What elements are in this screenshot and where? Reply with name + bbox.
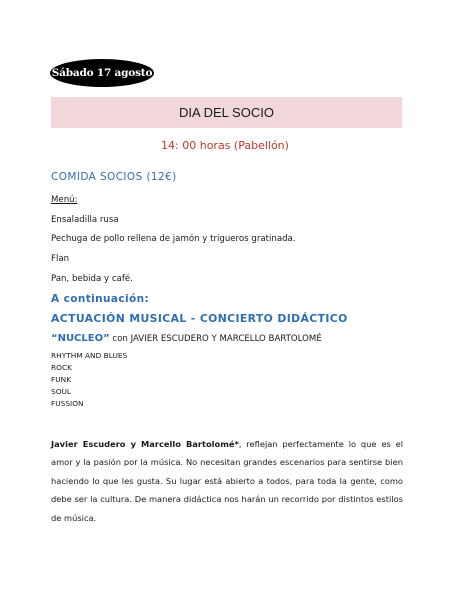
menu-label: Menú: [51,195,78,205]
genre-item: FUSSION [51,399,84,408]
event-time: 14: 00 horas (Pabellón) [161,139,289,152]
band-members: con JAVIER ESCUDERO Y MARCELLO BARTOLOMÉ [112,334,322,344]
nucleo-line [51,333,322,344]
section-header [51,97,402,128]
genre-item: ROCK [51,363,72,372]
genre-item: FUNK [51,375,72,384]
continuacion-heading: A continuación: [51,293,150,305]
menu-item: Pechuga de pollo rellena de jamón y trigueros gratinada. [51,234,296,244]
menu-item: Ensaladilla rusa [51,215,119,225]
actuacion-heading: ACTUACIÓN MUSICAL - CONCIERTO DIDÁCTICO [51,312,348,325]
band-name: “NUCLEO” [51,333,110,344]
description-paragraph [51,435,403,527]
comida-heading: COMIDA SOCIOS (12€) [51,171,177,183]
paragraph-text: , reflejan perfectamente lo que es el amor y la pasión por la música. No necesitan grandes escenarios para sentirse bien haciendo lo que les gusta. Su lugar está abierto a todos, para toda la gente, como debe ser la cultura. De manera didáctica nos harán un recorrido por distintos estilos de música. [51,439,403,523]
menu-item: Flan [51,254,70,264]
section-header-title: DIA DEL SOCIO [179,105,274,120]
genre-item: SOUL [51,387,72,396]
menu-item: Pan, bebida y café. [51,274,133,284]
date-badge: Sábado 17 agosto [50,59,154,87]
paragraph-lead: Javier Escudero y Marcello Bartolomé* [51,439,239,449]
genre-item: RHYTHM AND BLUES [51,351,128,360]
